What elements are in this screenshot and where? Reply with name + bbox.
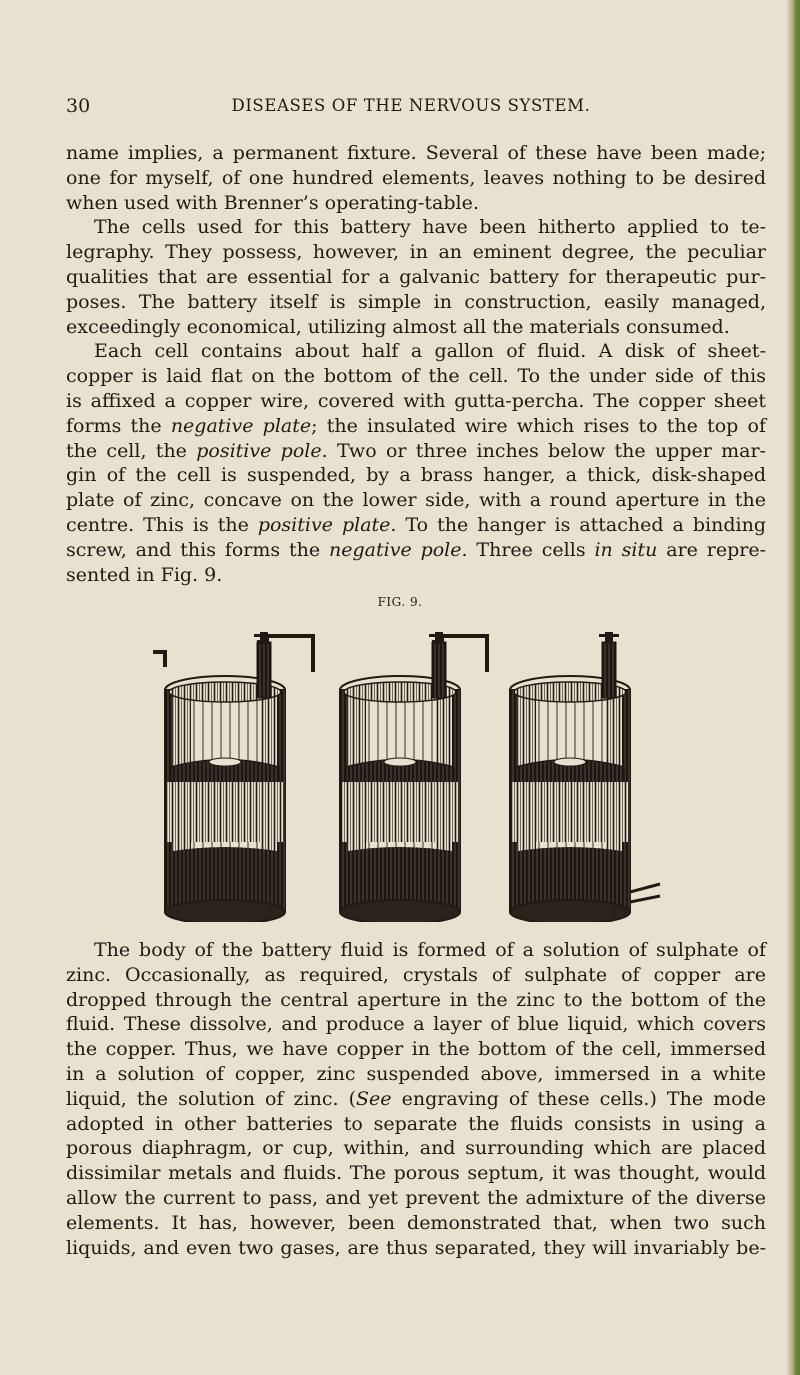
italic-term: negative pole <box>329 538 462 561</box>
text-line: legraphy. They possess, however, in an eminent degree, the peculiar <box>66 241 766 264</box>
text-line: elements. It has, however, been demonstrated that, when two such <box>66 1211 766 1234</box>
text-run: . Two or three inches below the upper mar- <box>321 439 766 462</box>
text-line <box>66 439 766 464</box>
italic-term: in situ <box>594 538 658 561</box>
text-run: are repre- <box>657 538 767 561</box>
text-run: engraving of these cells.) The mode <box>391 1087 766 1110</box>
text-run: screw, and this forms the <box>66 538 330 561</box>
text-line <box>66 414 766 439</box>
text-line: gin of the cell is suspended, by a brass hanger, a thick, disk-shaped <box>66 464 766 487</box>
engraving-svg <box>145 622 675 922</box>
connecting-wire <box>630 884 660 892</box>
text-line: The body of the battery fluid is formed of a solution of sulphate of <box>94 939 766 961</box>
text-line: fluid. These dissolve, and produce a layer of blue liquid, which covers <box>66 1013 766 1036</box>
text-run: forms the <box>66 414 171 437</box>
top-paragraph <box>66 141 766 587</box>
text-line <box>66 1087 766 1112</box>
text-line: name implies, a permanent fixture. Several of these have been made; <box>66 142 766 164</box>
text-line: plate of zinc, concave on the lower side, with a round aperture in the <box>66 489 766 512</box>
page-number: 30 <box>66 95 91 117</box>
text-line <box>66 538 766 563</box>
text-line: one for myself, of one hundred elements, leaves nothing to be desired <box>66 166 766 189</box>
text-line: is affixed a copper wire, covered with gutta-percha. The copper sheet <box>66 389 766 412</box>
battery-cell-1 <box>165 632 285 922</box>
text-line: dropped through the central aperture in the zinc to the bottom of the <box>66 988 766 1011</box>
battery-cell-3 <box>510 632 630 922</box>
page-edge-shadow <box>786 0 800 1375</box>
connecting-wire <box>630 896 660 902</box>
text-line: in a solution of copper, zinc suspended above, immersed in a white <box>66 1062 766 1085</box>
italic-term: positive pole <box>196 439 322 462</box>
text-run: liquid, the solution of zinc. ( <box>66 1087 357 1110</box>
text-line: adopted in other batteries to separate the fluids consists in using a <box>66 1112 766 1135</box>
text-line: copper is laid flat on the bottom of the cell. To the under side of this <box>66 365 766 388</box>
text-line: allow the current to pass, and yet prevent the admixture of the diverse <box>66 1186 766 1209</box>
text-line: qualities that are essential for a galvanic battery for therapeutic pur- <box>66 265 766 288</box>
text-line <box>66 513 766 538</box>
figure-caption: FIG. 9. <box>377 595 423 609</box>
battery-cell-2 <box>340 632 460 922</box>
italic-term: negative plate <box>170 414 312 437</box>
text-line: dissimilar metals and fluids. The porous septum, it was thought, would <box>66 1162 766 1185</box>
text-line: exceedingly economical, utilizing almost all the materials consumed. <box>66 315 730 338</box>
connecting-wire <box>153 652 165 667</box>
text-run: ; the insulated wire which rises to the top of <box>311 414 766 437</box>
italic-term: positive plate <box>257 513 391 536</box>
text-line: The cells used for this battery have been hitherto applied to te- <box>94 216 766 239</box>
text-line: porous diaphragm, or cup, within, and surrounding which are placed <box>66 1137 766 1160</box>
running-head <box>66 95 756 119</box>
running-title: DISEASES OF THE NERVOUS SYSTEM. <box>231 96 591 115</box>
bottom-paragraph <box>66 938 766 1260</box>
text-run: the cell, the <box>66 439 197 462</box>
text-line: sented in Fig. 9. <box>66 563 223 586</box>
text-line: liquids, and even two gases, are thus separated, they will invariably be- <box>66 1236 766 1259</box>
text-line: when used with Brenner’s operating-table. <box>66 191 479 214</box>
text-line: zinc. Occasionally, as required, crystals of sulphate of copper are <box>66 963 766 986</box>
text-line: Each cell contains about half a gallon of fluid. A disk of sheet- <box>94 340 766 363</box>
text-run: centre. This is the <box>66 513 258 536</box>
battery-cells-engraving <box>145 622 675 922</box>
text-line: the copper. Thus, we have copper in the bottom of the cell, immersed <box>66 1038 766 1061</box>
text-run: . Three cells <box>461 538 595 561</box>
italic-term: See <box>356 1087 392 1110</box>
text-line: poses. The battery itself is simple in construction, easily managed, <box>66 290 766 313</box>
text-run: . To the hanger is attached a binding <box>390 513 766 536</box>
